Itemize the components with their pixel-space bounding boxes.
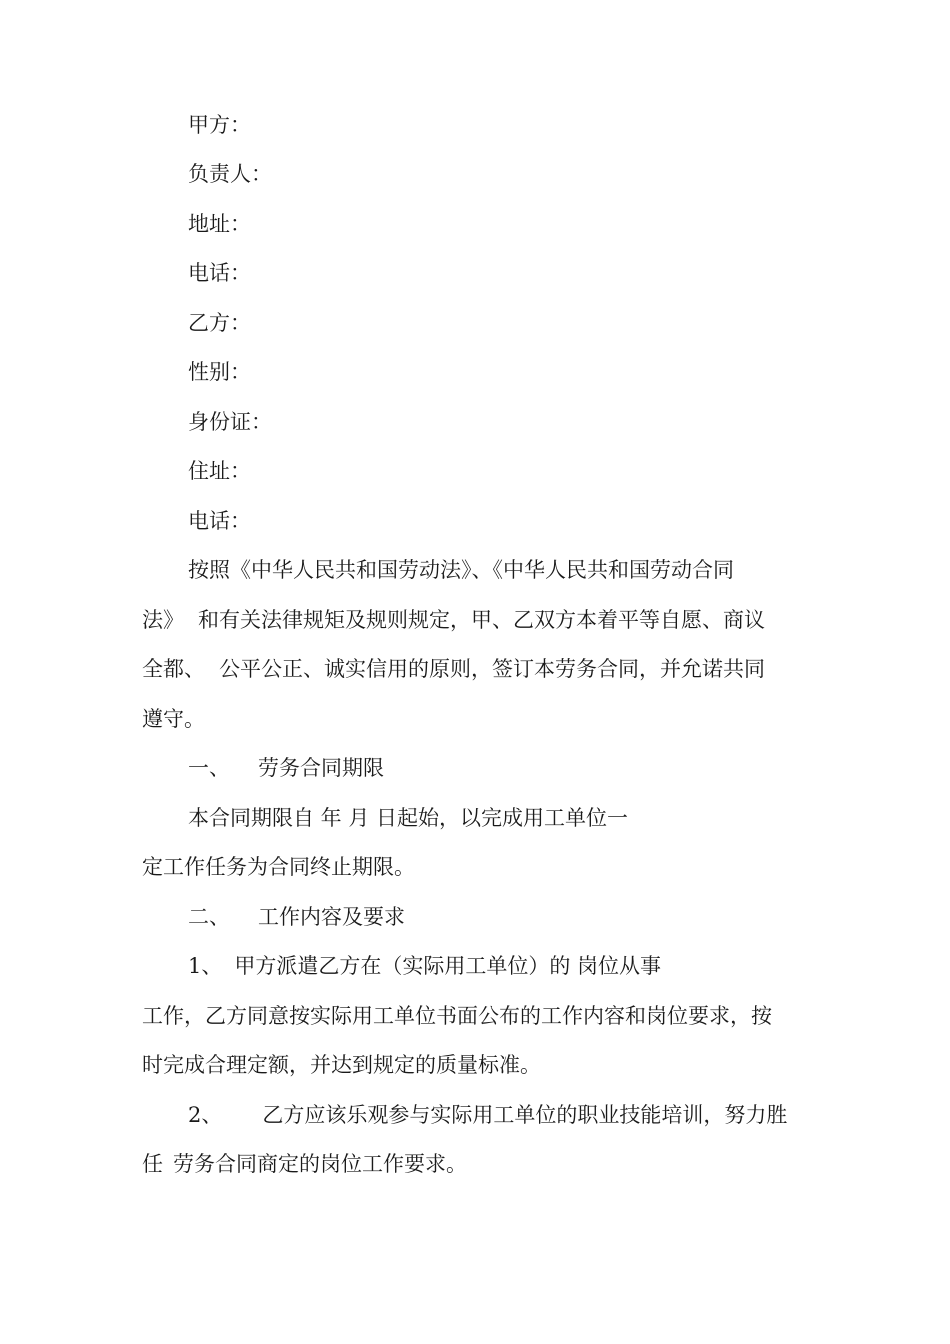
- section-1-body-line-2: 定工作任务为合同终止期限。: [142, 855, 415, 879]
- residence-label: 住址：: [188, 459, 251, 483]
- section-2-heading: [188, 903, 405, 931]
- party-a-address-label: 地址：: [188, 212, 251, 236]
- preamble-line-2-rest: 和有关法律规矩及规则规定，甲、乙双方本着平等自愿、商议: [198, 608, 765, 632]
- party-a-phone-label: 电话：: [188, 261, 251, 285]
- section-2-item-2-number: 2、: [188, 1103, 223, 1127]
- section-1-body-line-1: 本合同期限自 年 月 日起始，以完成用工单位一: [188, 806, 629, 830]
- preamble-line-1: 按照《中华人民共和国劳动法》、《中华人民共和国劳动合同: [188, 558, 734, 582]
- section-2-item-1-text: 甲方派遣乙方在（实际用工单位）的 岗位从事: [234, 954, 662, 978]
- section-2-title: 工作内容及要求: [258, 905, 405, 929]
- section-2-item-2-text: 乙方应该乐观参与实际用工单位的职业技能培训，努力胜: [262, 1103, 788, 1127]
- section-2-item-1-line-3: 时完成合理定额，并达到规定的质量标准。: [142, 1053, 541, 1077]
- section-1-heading: [188, 754, 384, 782]
- gender-label: 性别：: [188, 360, 251, 384]
- id-card-label: 身份证：: [188, 410, 272, 434]
- section-1-number: 一、: [188, 756, 230, 780]
- section-2-item-1-line-2: 工作，乙方同意按实际用工单位书面公布的工作内容和岗位要求，按: [142, 1004, 772, 1028]
- preamble-line-3-rest: 公平公正、诚实信用的原则，签订本劳务合同，并允诺共同: [219, 657, 765, 681]
- section-2-item-2-line-2-rest: 劳务合同商定的岗位工作要求。: [173, 1152, 467, 1176]
- section-2-item-1-number: 1、: [188, 954, 223, 978]
- preamble-line-4: 遵守。: [142, 707, 205, 731]
- responsible-person-label: 负责人：: [188, 162, 272, 186]
- party-a-label: 甲方：: [188, 113, 251, 137]
- preamble-line-3: [142, 655, 765, 683]
- preamble-line-2-start: 法》: [142, 608, 184, 632]
- preamble-line-2: [142, 606, 765, 634]
- preamble-line-3-start: 全都、: [142, 657, 205, 681]
- party-b-label: 乙方：: [188, 311, 251, 335]
- section-2-item-2-line-2-start: 任: [142, 1152, 163, 1176]
- section-2-item-2-line-2: [142, 1150, 467, 1178]
- party-b-phone-label: 电话：: [188, 509, 251, 533]
- section-2-item-1-line-1: [188, 952, 661, 980]
- section-2-number: 二、: [188, 905, 230, 929]
- section-1-title: 劳务合同期限: [258, 756, 384, 780]
- section-2-item-2-line-1: [188, 1101, 787, 1129]
